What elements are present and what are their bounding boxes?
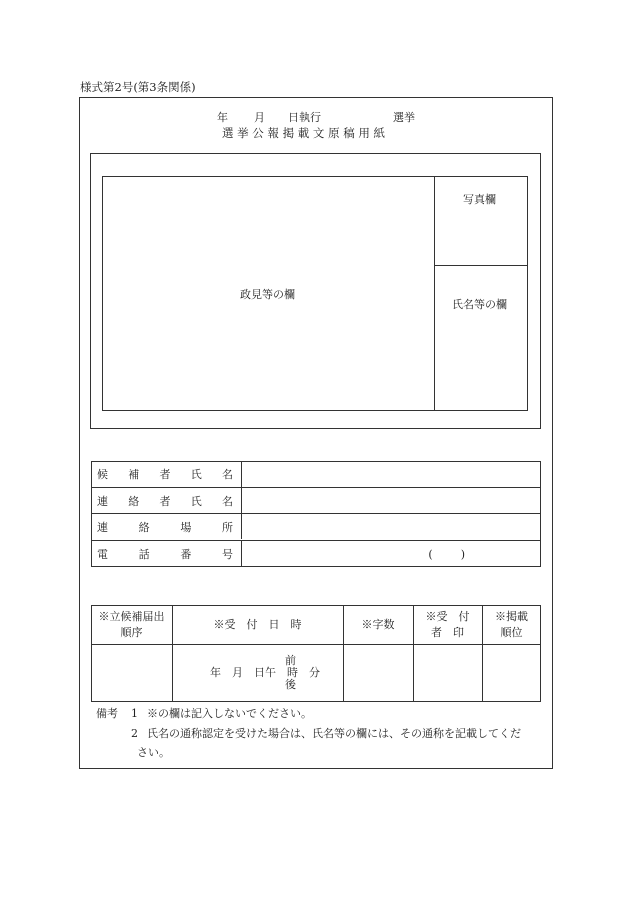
form-number: 様式第2号(第3条関係) [80, 80, 196, 94]
form-title: 選 挙 公 報 掲 載 文 原 稿 用 紙 [222, 126, 386, 140]
note-2-num: 2 [131, 727, 138, 740]
received-header: ※受 付 日 時 [213, 618, 302, 631]
order-header: ※立候補届出 順序 [98, 609, 165, 639]
date-day-exec: 日執行 [288, 111, 321, 124]
contact-row-phone [92, 540, 540, 567]
date-year: 年 [217, 111, 228, 124]
name-area[interactable] [434, 265, 528, 411]
name-area-label: 氏名等の欄 [452, 298, 507, 311]
datetime-main: 年 月 日午 時 分 [210, 666, 320, 679]
contact-row-contact-person [92, 487, 540, 513]
note-1-num: 1 [131, 707, 138, 720]
contact-place-field[interactable] [242, 514, 540, 539]
date-month: 月 [254, 111, 265, 124]
datetime-field[interactable] [172, 645, 343, 702]
position-header: ※掲載 順位 [495, 609, 528, 639]
receiver-field[interactable] [413, 645, 482, 702]
contact-label: 連 絡 場 所 [92, 514, 242, 539]
position-field[interactable] [482, 645, 541, 702]
contact-person-field[interactable] [242, 488, 540, 513]
note-2-cont: さい。 [137, 746, 170, 759]
order-field[interactable] [91, 645, 172, 702]
phone-number-field[interactable]: ( ) [428, 548, 467, 561]
char-count-field[interactable] [343, 645, 413, 702]
char-count-header: ※字数 [361, 618, 395, 631]
contact-row-candidate [92, 461, 540, 487]
contact-row-place [92, 513, 540, 539]
am-marker: 前 [285, 654, 296, 667]
candidate-name-field[interactable] [242, 461, 540, 487]
note-1-text: ※の欄は記入しないでください。 [147, 707, 312, 720]
photo-area-label: 写真欄 [463, 193, 496, 206]
pm-marker: 後 [285, 678, 296, 691]
contact-label: 候 補 者 氏 名 [92, 461, 242, 487]
note-2-text: 氏名の通称認定を受けた場合は、氏名等の欄には、その通称を記載してくだ [147, 727, 521, 740]
notes-label: 備考 [96, 707, 118, 720]
contact-label: 連 絡 者 氏 名 [92, 488, 242, 513]
receiver-header: ※受 付 者 印 [425, 609, 470, 639]
election-label: 選挙 [393, 111, 415, 124]
policy-area[interactable] [102, 176, 435, 411]
policy-area-label: 政見等の欄 [240, 288, 295, 301]
photo-area[interactable] [434, 176, 528, 266]
contact-label: 電 話 番 号 [92, 541, 242, 567]
